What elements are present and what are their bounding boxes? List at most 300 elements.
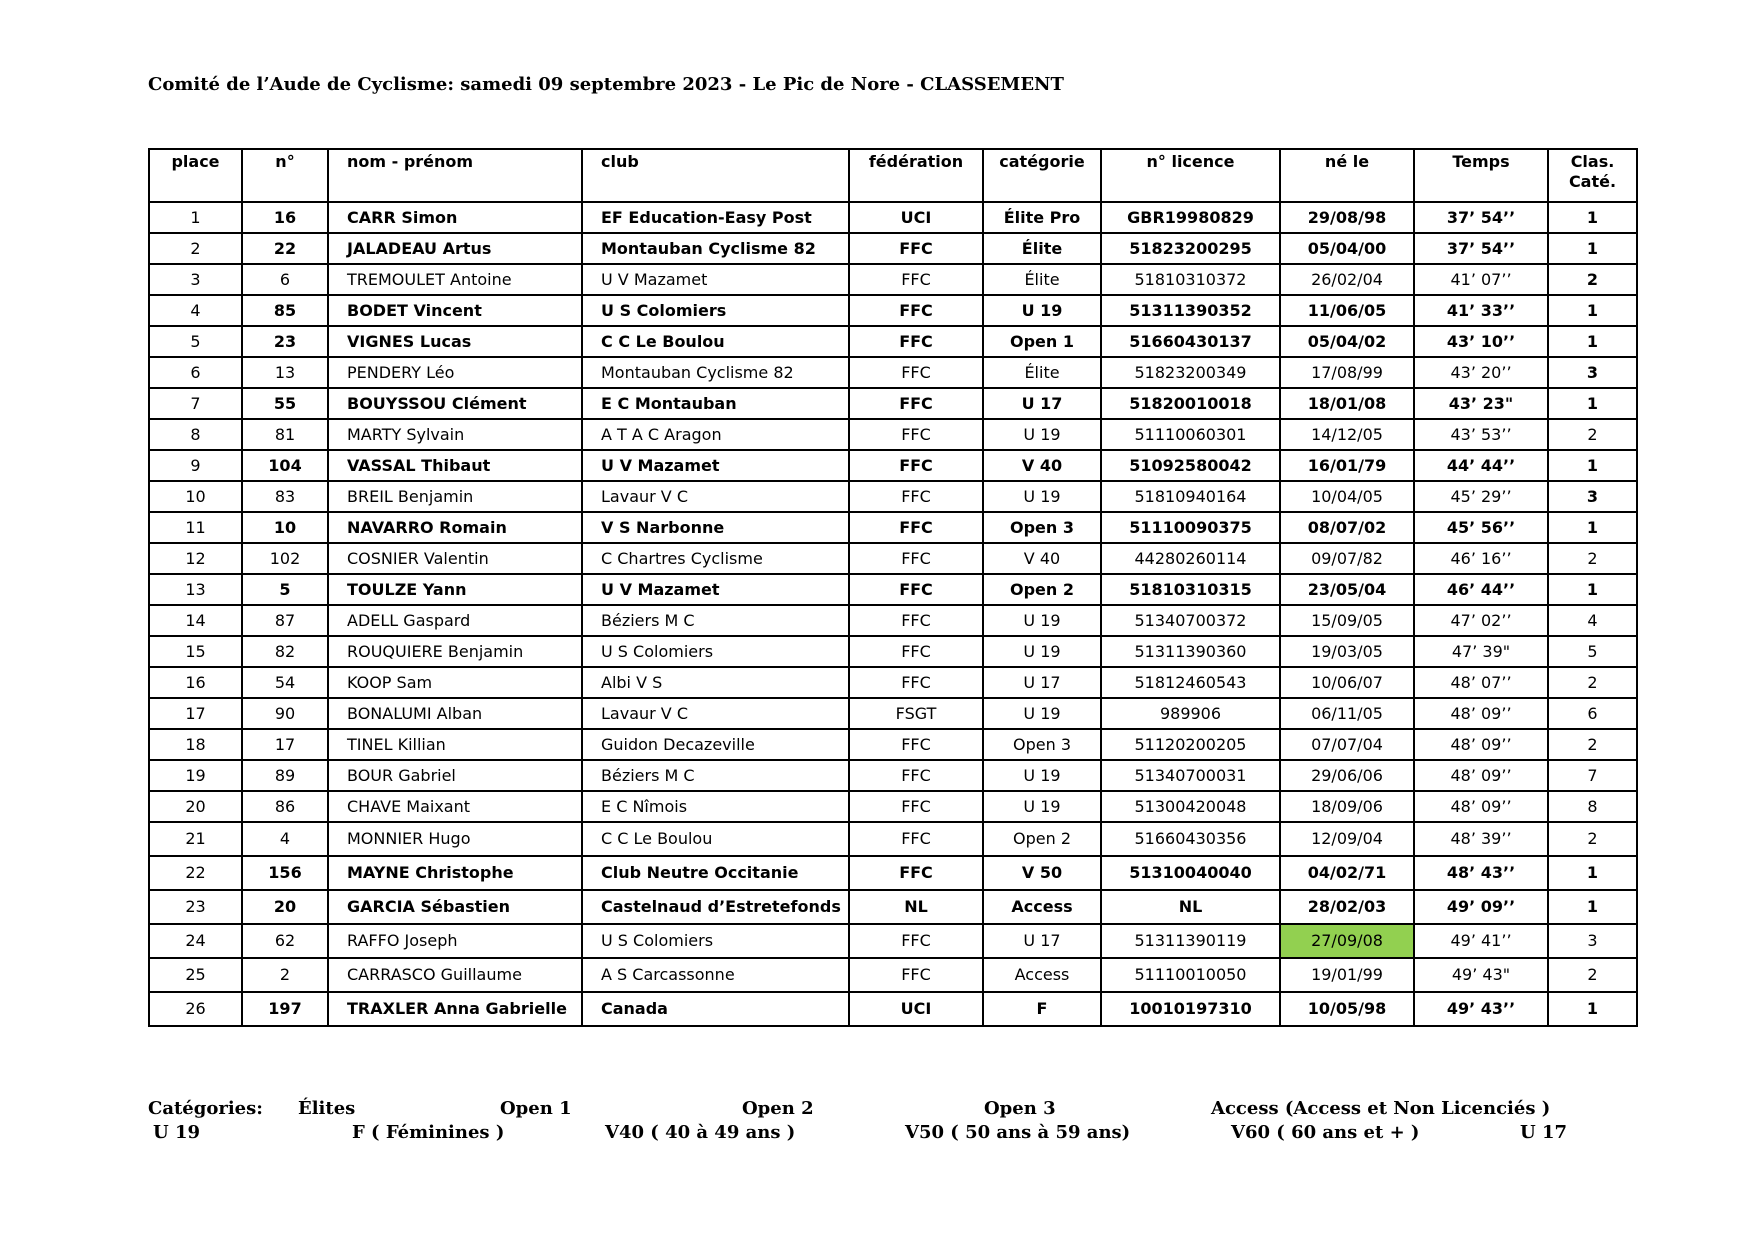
cell-name: JALADEAU Artus: [328, 233, 582, 264]
cell-born: 05/04/00: [1280, 233, 1414, 264]
cell-license: NL: [1101, 890, 1280, 924]
cell-license: 51340700031: [1101, 760, 1280, 791]
cell-club: Montauban Cyclisme 82: [582, 357, 849, 388]
cell-place: 25: [149, 958, 242, 992]
cell-name: BOUYSSOU Clément: [328, 388, 582, 419]
cell-cat-rank: 1: [1548, 450, 1637, 481]
cell-cat-rank: 1: [1548, 890, 1637, 924]
cell-club: Guidon Decazeville: [582, 729, 849, 760]
header-federation: fédération: [849, 149, 983, 202]
cell-place: 22: [149, 856, 242, 890]
cell-club: C Chartres Cyclisme: [582, 543, 849, 574]
cell-club: Béziers M C: [582, 605, 849, 636]
cell-time: 48’ 09’’: [1414, 791, 1548, 822]
table-row: [149, 481, 1637, 512]
cell-place: 8: [149, 419, 242, 450]
table-row: [149, 543, 1637, 574]
table-row: [149, 992, 1637, 1026]
cell-federation: FFC: [849, 729, 983, 760]
cell-federation: FFC: [849, 357, 983, 388]
cell-bib: 104: [242, 450, 328, 481]
cell-club: Lavaur V C: [582, 481, 849, 512]
legend-item: V60 ( 60 ans et + ): [1231, 1122, 1420, 1143]
cell-federation: FFC: [849, 856, 983, 890]
cell-name: BODET Vincent: [328, 295, 582, 326]
cell-cat-rank: 1: [1548, 512, 1637, 543]
cell-time: 45’ 29’’: [1414, 481, 1548, 512]
cell-club: U S Colomiers: [582, 295, 849, 326]
cell-bib: 86: [242, 791, 328, 822]
cell-born: 28/02/03: [1280, 890, 1414, 924]
header-license: n° licence: [1101, 149, 1280, 202]
cell-club: U V Mazamet: [582, 574, 849, 605]
cell-born: 19/03/05: [1280, 636, 1414, 667]
cell-place: 24: [149, 924, 242, 958]
cell-name: PENDERY Léo: [328, 357, 582, 388]
cell-name: MARTY Sylvain: [328, 419, 582, 450]
cell-license: 51311390119: [1101, 924, 1280, 958]
cell-license: 989906: [1101, 698, 1280, 729]
cell-bib: 54: [242, 667, 328, 698]
legend-item: V40 ( 40 à 49 ans ): [605, 1122, 796, 1143]
cell-category: U 19: [983, 791, 1101, 822]
header-cat-rank-line1: Clas.: [1570, 152, 1615, 171]
cell-name: BONALUMI Alban: [328, 698, 582, 729]
cell-federation: FFC: [849, 233, 983, 264]
cell-club: EF Education-Easy Post: [582, 202, 849, 233]
cell-name: CARR Simon: [328, 202, 582, 233]
cell-born: 10/05/98: [1280, 992, 1414, 1026]
cell-name: MAYNE Christophe: [328, 856, 582, 890]
cell-federation: FFC: [849, 791, 983, 822]
legend-item: Open 2: [742, 1098, 814, 1119]
cell-category: U 19: [983, 481, 1101, 512]
cell-born: 29/06/06: [1280, 760, 1414, 791]
legend-item: U 17: [1520, 1122, 1568, 1143]
cell-license: GBR19980829: [1101, 202, 1280, 233]
cell-bib: 87: [242, 605, 328, 636]
cell-license: 51812460543: [1101, 667, 1280, 698]
cell-cat-rank: 7: [1548, 760, 1637, 791]
cell-time: 48’ 43’’: [1414, 856, 1548, 890]
cell-license: 51110060301: [1101, 419, 1280, 450]
legend-item: Open 1: [500, 1098, 572, 1119]
cell-place: 17: [149, 698, 242, 729]
page-title: Comité de l’Aude de Cyclisme: samedi 09 septembre 2023 - Le Pic de Nore - CLASSEMENT: [148, 74, 1064, 95]
cell-place: 12: [149, 543, 242, 574]
cell-born: 16/01/79: [1280, 450, 1414, 481]
cell-time: 47’ 39": [1414, 636, 1548, 667]
cell-cat-rank: 1: [1548, 233, 1637, 264]
cell-place: 5: [149, 326, 242, 357]
cell-bib: 22: [242, 233, 328, 264]
cell-club: A T A C Aragon: [582, 419, 849, 450]
cell-category: Open 1: [983, 326, 1101, 357]
cell-born: 04/02/71: [1280, 856, 1414, 890]
cell-place: 19: [149, 760, 242, 791]
cell-club: Albi V S: [582, 667, 849, 698]
cell-license: 51820010018: [1101, 388, 1280, 419]
results-table: [148, 148, 1638, 1027]
cell-born: 26/02/04: [1280, 264, 1414, 295]
cell-bib: 89: [242, 760, 328, 791]
cell-born: 18/01/08: [1280, 388, 1414, 419]
cell-federation: NL: [849, 890, 983, 924]
cell-cat-rank: 1: [1548, 295, 1637, 326]
cell-bib: 81: [242, 419, 328, 450]
cell-bib: 102: [242, 543, 328, 574]
cell-bib: 17: [242, 729, 328, 760]
cell-cat-rank: 1: [1548, 388, 1637, 419]
cell-license: 51810940164: [1101, 481, 1280, 512]
cell-cat-rank: 1: [1548, 856, 1637, 890]
table-row: [149, 822, 1637, 856]
cell-name: BOUR Gabriel: [328, 760, 582, 791]
cell-time: 44’ 44’’: [1414, 450, 1548, 481]
cell-category: Access: [983, 890, 1101, 924]
cell-place: 11: [149, 512, 242, 543]
header-row: [149, 149, 1637, 202]
cell-time: 43’ 20’’: [1414, 357, 1548, 388]
cell-federation: UCI: [849, 992, 983, 1026]
cell-federation: FFC: [849, 574, 983, 605]
cell-born: 09/07/82: [1280, 543, 1414, 574]
cell-place: 2: [149, 233, 242, 264]
cell-cat-rank: 1: [1548, 574, 1637, 605]
cell-born: 07/07/04: [1280, 729, 1414, 760]
cell-time: 45’ 56’’: [1414, 512, 1548, 543]
table-row: [149, 202, 1637, 233]
cell-name: VIGNES Lucas: [328, 326, 582, 357]
cell-club: Canada: [582, 992, 849, 1026]
cell-club: Club Neutre Occitanie: [582, 856, 849, 890]
cell-federation: FFC: [849, 543, 983, 574]
cell-federation: FFC: [849, 512, 983, 543]
cell-federation: FFC: [849, 419, 983, 450]
cell-time: 49’ 43": [1414, 958, 1548, 992]
cell-federation: FFC: [849, 636, 983, 667]
cell-place: 7: [149, 388, 242, 419]
cell-time: 46’ 44’’: [1414, 574, 1548, 605]
header-name: nom - prénom: [328, 149, 582, 202]
cell-club: C C Le Boulou: [582, 822, 849, 856]
cell-born: 10/06/07: [1280, 667, 1414, 698]
cell-federation: FFC: [849, 450, 983, 481]
cell-name: CARRASCO Guillaume: [328, 958, 582, 992]
cell-cat-rank: 1: [1548, 202, 1637, 233]
cell-cat-rank: 2: [1548, 822, 1637, 856]
cell-category: Élite: [983, 233, 1101, 264]
header-cat-rank-line2: Caté.: [1568, 172, 1617, 191]
cell-born: 14/12/05: [1280, 419, 1414, 450]
cell-club: U V Mazamet: [582, 450, 849, 481]
cell-club: U V Mazamet: [582, 264, 849, 295]
table-row: [149, 729, 1637, 760]
cell-federation: FSGT: [849, 698, 983, 729]
cell-club: U S Colomiers: [582, 636, 849, 667]
table-row: [149, 295, 1637, 326]
cell-category: U 19: [983, 605, 1101, 636]
cell-license: 51823200295: [1101, 233, 1280, 264]
cell-license: 51823200349: [1101, 357, 1280, 388]
cell-place: 1: [149, 202, 242, 233]
cell-license: 51810310315: [1101, 574, 1280, 605]
legend-item: Élites: [298, 1098, 356, 1119]
cell-name: VASSAL Thibaut: [328, 450, 582, 481]
cell-name: BREIL Benjamin: [328, 481, 582, 512]
table-row: [149, 890, 1637, 924]
cell-category: F: [983, 992, 1101, 1026]
table-row: [149, 760, 1637, 791]
cell-cat-rank: 1: [1548, 992, 1637, 1026]
cell-cat-rank: 2: [1548, 729, 1637, 760]
cell-born: 08/07/02: [1280, 512, 1414, 543]
legend-item: Open 3: [984, 1098, 1056, 1119]
cell-name: TRAXLER Anna Gabrielle: [328, 992, 582, 1026]
cell-bib: 85: [242, 295, 328, 326]
cell-time: 48’ 07’’: [1414, 667, 1548, 698]
cell-license: 51092580042: [1101, 450, 1280, 481]
cell-category: Élite: [983, 264, 1101, 295]
cell-license: 44280260114: [1101, 543, 1280, 574]
cell-license: 51311390352: [1101, 295, 1280, 326]
cell-name: TOULZE Yann: [328, 574, 582, 605]
cell-name: TREMOULET Antoine: [328, 264, 582, 295]
cell-federation: FFC: [849, 295, 983, 326]
cell-bib: 62: [242, 924, 328, 958]
cell-bib: 6: [242, 264, 328, 295]
cell-category: Open 3: [983, 512, 1101, 543]
cell-category: V 50: [983, 856, 1101, 890]
cell-federation: FFC: [849, 958, 983, 992]
cell-club: Lavaur V C: [582, 698, 849, 729]
cell-category: U 19: [983, 419, 1101, 450]
cell-bib: 90: [242, 698, 328, 729]
cell-time: 43’ 23": [1414, 388, 1548, 419]
cell-category: Open 3: [983, 729, 1101, 760]
cell-cat-rank: 5: [1548, 636, 1637, 667]
cell-category: Open 2: [983, 822, 1101, 856]
cell-license: 51310040040: [1101, 856, 1280, 890]
cell-bib: 4: [242, 822, 328, 856]
category-legend: [148, 1098, 1636, 1148]
cell-cat-rank: 2: [1548, 543, 1637, 574]
cell-club: V S Narbonne: [582, 512, 849, 543]
table-row: [149, 419, 1637, 450]
cell-time: 48’ 09’’: [1414, 698, 1548, 729]
cell-bib: 23: [242, 326, 328, 357]
cell-name: RAFFO Joseph: [328, 924, 582, 958]
cell-club: A S Carcassonne: [582, 958, 849, 992]
cell-cat-rank: 3: [1548, 481, 1637, 512]
cell-club: E C Nîmois: [582, 791, 849, 822]
table-row: [149, 667, 1637, 698]
cell-license: 51660430137: [1101, 326, 1280, 357]
cell-bib: 156: [242, 856, 328, 890]
cell-name: TINEL Killian: [328, 729, 582, 760]
cell-club: E C Montauban: [582, 388, 849, 419]
cell-license: 51110010050: [1101, 958, 1280, 992]
legend-item: F ( Féminines ): [352, 1122, 505, 1143]
cell-category: Élite: [983, 357, 1101, 388]
cell-category: U 17: [983, 924, 1101, 958]
cell-time: 41’ 33’’: [1414, 295, 1548, 326]
cell-license: 51810310372: [1101, 264, 1280, 295]
cell-cat-rank: 2: [1548, 419, 1637, 450]
table-row: [149, 450, 1637, 481]
cell-born: 27/09/08: [1280, 924, 1414, 958]
cell-category: U 19: [983, 760, 1101, 791]
cell-place: 6: [149, 357, 242, 388]
cell-federation: UCI: [849, 202, 983, 233]
cell-born: 18/09/06: [1280, 791, 1414, 822]
cell-born: 06/11/05: [1280, 698, 1414, 729]
cell-place: 10: [149, 481, 242, 512]
cell-place: 13: [149, 574, 242, 605]
table-row: [149, 512, 1637, 543]
cell-place: 21: [149, 822, 242, 856]
cell-club: U S Colomiers: [582, 924, 849, 958]
cell-place: 18: [149, 729, 242, 760]
cell-category: V 40: [983, 450, 1101, 481]
table-row: [149, 856, 1637, 890]
table-row: [149, 698, 1637, 729]
cell-place: 16: [149, 667, 242, 698]
cell-place: 15: [149, 636, 242, 667]
results-body: [149, 202, 1637, 1026]
cell-bib: 10: [242, 512, 328, 543]
cell-time: 43’ 53’’: [1414, 419, 1548, 450]
table-row: [149, 636, 1637, 667]
cell-cat-rank: 1: [1548, 326, 1637, 357]
cell-bib: 13: [242, 357, 328, 388]
cell-born: 15/09/05: [1280, 605, 1414, 636]
table-row: [149, 326, 1637, 357]
cell-bib: 82: [242, 636, 328, 667]
cell-cat-rank: 4: [1548, 605, 1637, 636]
cell-born: 23/05/04: [1280, 574, 1414, 605]
cell-cat-rank: 3: [1548, 924, 1637, 958]
cell-place: 9: [149, 450, 242, 481]
cell-name: ROUQUIERE Benjamin: [328, 636, 582, 667]
cell-license: 51311390360: [1101, 636, 1280, 667]
legend-item: Access (Access et Non Licenciés ): [1211, 1098, 1551, 1119]
cell-category: U 19: [983, 636, 1101, 667]
cell-place: 26: [149, 992, 242, 1026]
cell-category: U 19: [983, 698, 1101, 729]
table-row: [149, 924, 1637, 958]
cell-name: CHAVE Maixant: [328, 791, 582, 822]
cell-category: U 17: [983, 388, 1101, 419]
cell-place: 14: [149, 605, 242, 636]
cell-federation: FFC: [849, 326, 983, 357]
cell-category: V 40: [983, 543, 1101, 574]
cell-license: 51660430356: [1101, 822, 1280, 856]
cell-license: 51340700372: [1101, 605, 1280, 636]
table-row: [149, 233, 1637, 264]
cell-born: 17/08/99: [1280, 357, 1414, 388]
cell-born: 29/08/98: [1280, 202, 1414, 233]
cell-name: KOOP Sam: [328, 667, 582, 698]
header-time: Temps: [1414, 149, 1548, 202]
cell-time: 48’ 09’’: [1414, 729, 1548, 760]
cell-bib: 2: [242, 958, 328, 992]
cell-bib: 55: [242, 388, 328, 419]
cell-born: 10/04/05: [1280, 481, 1414, 512]
table-row: [149, 958, 1637, 992]
cell-club: C C Le Boulou: [582, 326, 849, 357]
cell-time: 49’ 09’’: [1414, 890, 1548, 924]
cell-license: 51110090375: [1101, 512, 1280, 543]
cell-bib: 83: [242, 481, 328, 512]
cell-cat-rank: 6: [1548, 698, 1637, 729]
cell-place: 3: [149, 264, 242, 295]
cell-category: Élite Pro: [983, 202, 1101, 233]
cell-cat-rank: 2: [1548, 667, 1637, 698]
cell-category: U 17: [983, 667, 1101, 698]
header-place: place: [149, 149, 242, 202]
cell-time: 48’ 39’’: [1414, 822, 1548, 856]
legend-label: Catégories:: [148, 1098, 263, 1119]
cell-license: 10010197310: [1101, 992, 1280, 1026]
header-born: né le: [1280, 149, 1414, 202]
cell-time: 47’ 02’’: [1414, 605, 1548, 636]
cell-bib: 197: [242, 992, 328, 1026]
cell-time: 49’ 43’’: [1414, 992, 1548, 1026]
cell-license: 51120200205: [1101, 729, 1280, 760]
header-cat-rank: [1548, 149, 1637, 202]
cell-cat-rank: 3: [1548, 357, 1637, 388]
cell-cat-rank: 2: [1548, 264, 1637, 295]
cell-time: 46’ 16’’: [1414, 543, 1548, 574]
cell-category: U 19: [983, 295, 1101, 326]
cell-federation: FFC: [849, 388, 983, 419]
table-row: [149, 791, 1637, 822]
cell-federation: FFC: [849, 264, 983, 295]
cell-club: Montauban Cyclisme 82: [582, 233, 849, 264]
cell-born: 11/06/05: [1280, 295, 1414, 326]
cell-federation: FFC: [849, 481, 983, 512]
cell-bib: 16: [242, 202, 328, 233]
table-row: [149, 264, 1637, 295]
cell-federation: FFC: [849, 822, 983, 856]
cell-time: 43’ 10’’: [1414, 326, 1548, 357]
cell-time: 49’ 41’’: [1414, 924, 1548, 958]
cell-name: GARCIA Sébastien: [328, 890, 582, 924]
cell-place: 23: [149, 890, 242, 924]
cell-cat-rank: 8: [1548, 791, 1637, 822]
cell-federation: FFC: [849, 667, 983, 698]
cell-place: 4: [149, 295, 242, 326]
table-row: [149, 357, 1637, 388]
cell-name: COSNIER Valentin: [328, 543, 582, 574]
cell-federation: FFC: [849, 760, 983, 791]
cell-bib: 5: [242, 574, 328, 605]
header-category: catégorie: [983, 149, 1101, 202]
cell-born: 12/09/04: [1280, 822, 1414, 856]
legend-item: U 19: [153, 1122, 201, 1143]
cell-name: NAVARRO Romain: [328, 512, 582, 543]
cell-name: ADELL Gaspard: [328, 605, 582, 636]
cell-license: 51300420048: [1101, 791, 1280, 822]
header-club: club: [582, 149, 849, 202]
cell-time: 48’ 09’’: [1414, 760, 1548, 791]
cell-category: Access: [983, 958, 1101, 992]
table-row: [149, 605, 1637, 636]
cell-federation: FFC: [849, 924, 983, 958]
table-row: [149, 574, 1637, 605]
table-row: [149, 388, 1637, 419]
